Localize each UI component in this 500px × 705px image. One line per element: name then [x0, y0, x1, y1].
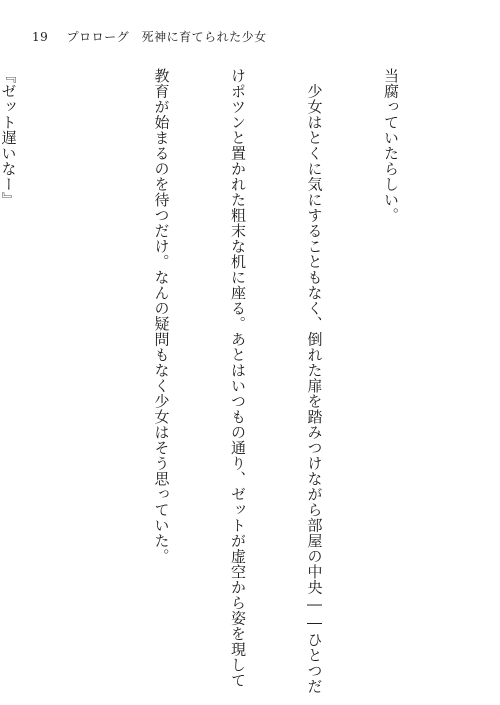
text-line: 当腐っていたらしい。 [382, 68, 400, 223]
text-line: 少女はとくに気にすることもなく、倒れた扉を踏みつけながら部屋の中央――ひとつだ [305, 68, 324, 694]
page-number: 19 [32, 30, 49, 44]
page-header [32, 28, 267, 45]
vertical-body-text [0, 68, 454, 694]
text-line: けポツンと置かれた粗末な机に座る。あとはいつもの通り、ゼットが虚空から姿を現して [229, 68, 247, 688]
running-title: プロローグ 死神に育てられた少女 [66, 30, 267, 44]
dialogue-line: 『ゼット遅いなー』 [0, 68, 18, 208]
paragraph-gap [72, 68, 98, 658]
text-line: 教育が始まるのを待つだけ。なんの疑問もなく少女はそう思っていた。 [152, 68, 171, 564]
